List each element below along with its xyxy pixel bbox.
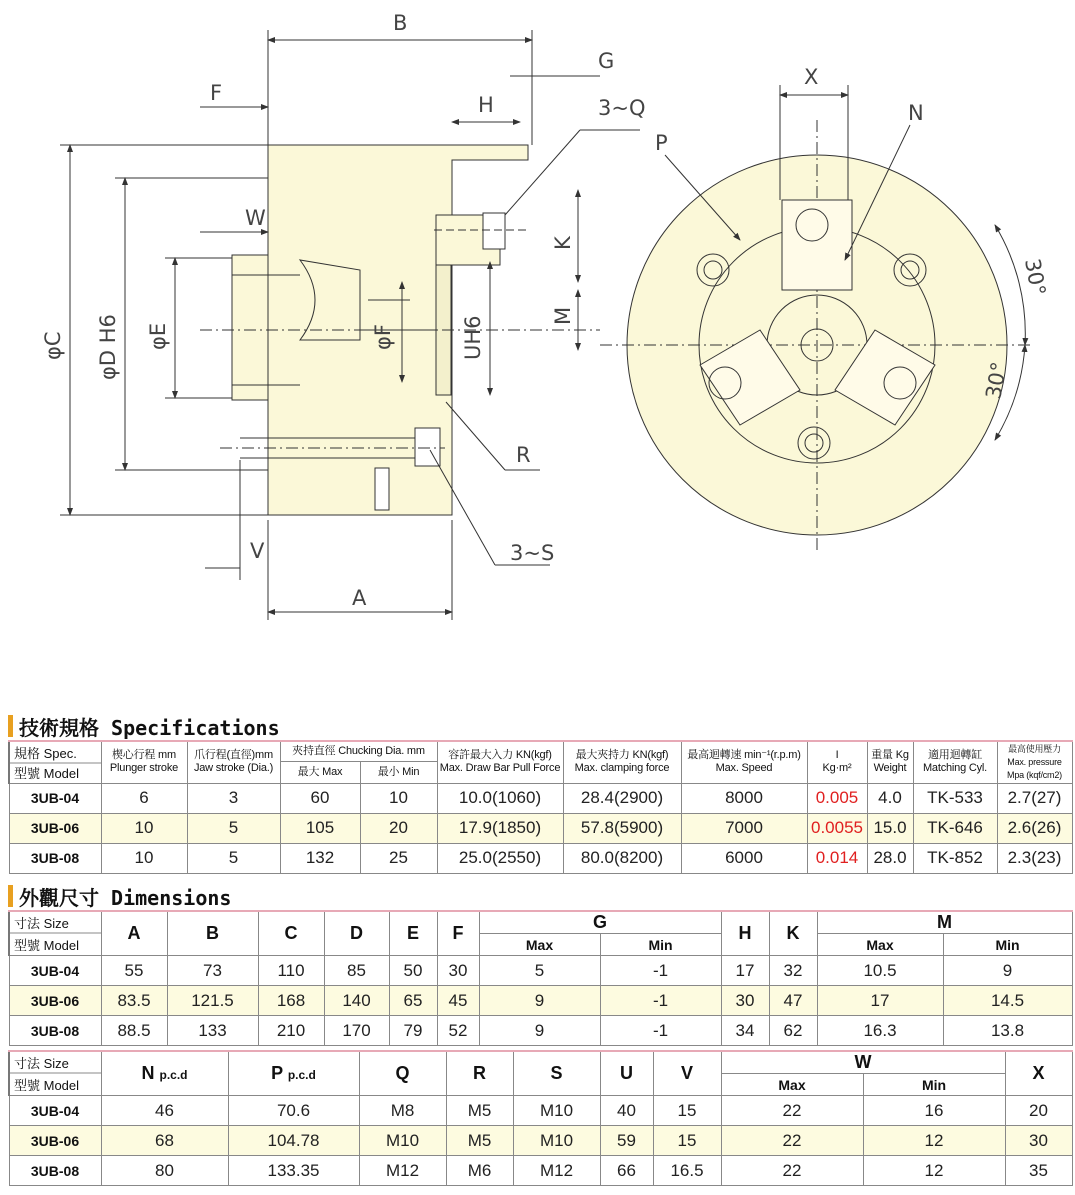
label-angle-top: 30° [1020,256,1051,298]
table-row: 3UB-04 46 70.6 M8 M5 M10 40 15 22 16 20 [9,1096,1072,1126]
label-W: W [245,206,266,230]
table-row: 3UB-04 6 3 60 10 10.0(1060) 28.4(2900) 8000 0.005 4.0 TK-533 2.7(27) [9,783,1072,813]
header-G-max: Max [479,934,600,956]
header-G-min: Min [600,934,721,956]
label-G: G [598,49,615,73]
dimensions-table-1 [8,910,1073,1046]
header-W-max: Max [721,1074,863,1096]
table-row: 3UB-04 55 73 110 85 50 30 5 -1 17 32 10.5 9 [9,956,1072,986]
table-row: 3UB-08 10 5 132 25 25.0(2550) 80.0(8200) 6000 0.014 28.0 TK-852 2.3(23) [9,843,1072,873]
specifications-title: 技術規格 Specifications [8,714,280,738]
header-G: G [479,911,721,934]
table-row: 3UB-08 88.5 133 210 170 79 52 9 -1 34 62 16.3 13.8 [9,1016,1072,1046]
table-row: 3UB-06 68 104.78 M10 M5 M10 59 15 22 12 30 [9,1126,1072,1156]
header-D: D [324,911,389,956]
header-N: N p.c.d [101,1051,228,1096]
header-jaw: 爪行程(直徑)mm Jaw stroke (Dia.) [187,741,280,783]
label-H: H [478,93,494,117]
label-M: M [551,306,575,325]
label-R: R [516,443,531,467]
header-cylinder: 適用迴轉缸 Matching Cyl. [913,741,997,783]
header-M-max: Max [817,934,943,956]
header-C: C [258,911,324,956]
label-F-dia: φF [371,324,395,350]
header-A: A [101,911,167,956]
header-S: S [513,1051,600,1096]
header-pressure: 最高使用壓力 Max. pressure Mpa (kqf/cm2) [997,741,1072,783]
label-K: K [551,236,575,250]
dim2-corner-cell: 寸法 Size 型號 Model [9,1051,101,1096]
header-K: K [769,911,817,956]
header-weight: 重量 Kg Weight [867,741,913,783]
header-M-min: Min [943,934,1072,956]
dimensions-title: 外觀尺寸 Dimensions [8,884,231,908]
header-chuck-max: 最大 Max [280,761,360,783]
label-S: 3~S [510,541,555,565]
header-H: H [721,911,769,956]
header-X: X [1005,1051,1072,1096]
spec-corner-cell: 規格 Spec. 型號 Model [9,741,101,783]
header-M: M [817,911,1072,934]
label-B: B [393,11,408,35]
dimensions-table-2 [8,1050,1073,1186]
header-chucking: 夾持直徑 Chucking Dia. mm [280,741,437,761]
table-row: 3UB-06 83.5 121.5 168 140 65 45 9 -1 30 47 17 14.5 [9,986,1072,1016]
label-E: φE [146,322,170,350]
header-U: U [600,1051,653,1096]
header-R: R [446,1051,513,1096]
title-bar-icon [8,885,13,907]
header-chuck-min: 最小 Min [360,761,437,783]
header-W: W [721,1051,1005,1074]
label-V: V [250,539,265,563]
label-F: F [210,81,223,105]
label-D: φD H6 [96,314,120,380]
header-V: V [653,1051,721,1096]
label-U: UH6 [461,315,485,360]
header-F: F [437,911,479,956]
header-speed: 最高迴轉速 min⁻¹(r.p.m) Max. Speed [681,741,807,783]
header-plunger: 楔心行程 mm Plunger stroke [101,741,187,783]
label-A: A [352,586,367,610]
label-N: N [908,101,924,125]
header-draw: 容許最大入力 KN(kgf) Max. Draw Bar Pull Force [437,741,563,783]
header-Q: Q [359,1051,446,1096]
header-P: P p.c.d [228,1051,359,1096]
header-B: B [167,911,258,956]
table-row: 3UB-08 80 133.35 M12 M6 M12 66 16.5 22 12 35 [9,1156,1072,1186]
header-clamp: 最大夾持力 KN(kgf) Max. clamping force [563,741,681,783]
header-E: E [389,911,437,956]
label-angle-bottom: 30° [981,360,1012,401]
specifications-table [8,740,1073,874]
side-view-hub [232,255,268,400]
label-C: φC [41,331,65,360]
label-P: P [655,131,668,155]
label-Q: 3~Q [598,96,646,120]
label-X: X [804,65,819,89]
header-W-min: Min [863,1074,1005,1096]
dim-corner-cell: 寸法 Size 型號 Model [9,911,101,956]
title-bar-icon [8,715,13,737]
header-inertia: I Kg·m² [807,741,867,783]
table-row: 3UB-06 10 5 105 20 17.9(1850) 57.8(5900) 7000 0.0055 15.0 TK-646 2.6(26) [9,813,1072,843]
